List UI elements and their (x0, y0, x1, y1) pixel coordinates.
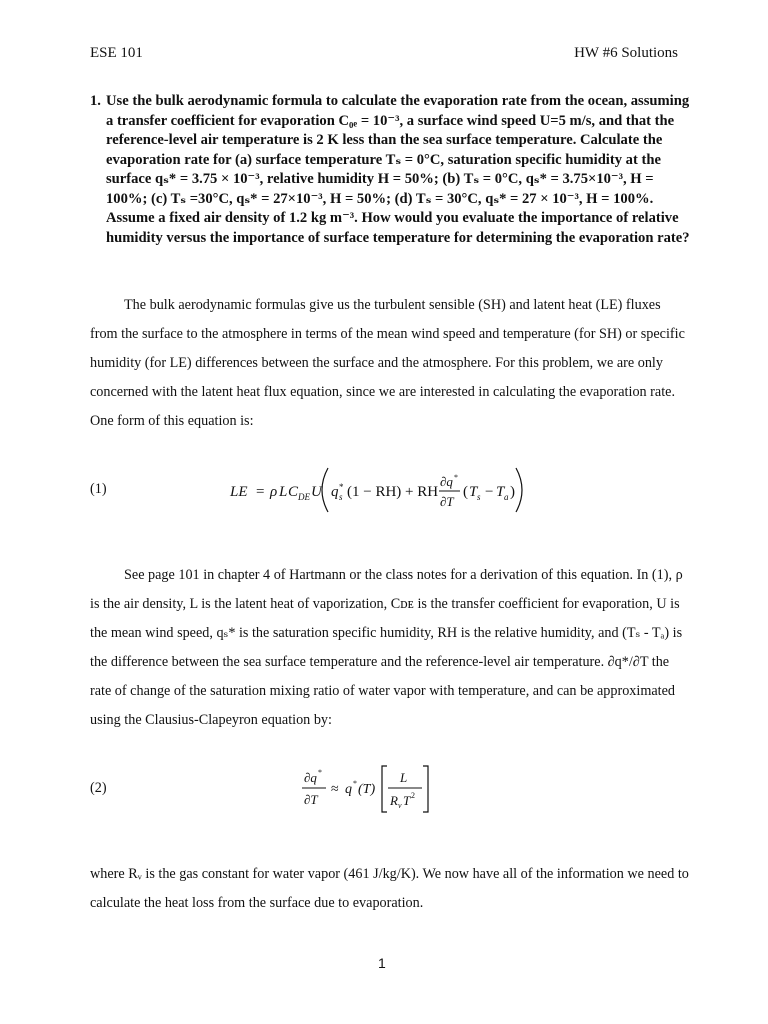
eq1-dT: ∂T (440, 494, 454, 509)
paragraph-gas-constant: where Rᵥ is the gas constant for water vapor (461 J/kg/K). We now have all of the information we need to calculate the heat loss from the surface due to evaporation. (90, 866, 689, 911)
eq1-C: C (288, 484, 299, 500)
eq1-big-paren-left (322, 468, 328, 512)
eq1-paren-open: ( (463, 484, 468, 500)
eq1-rho: ρ (270, 484, 278, 500)
eq2-bracket-right (423, 766, 428, 812)
eq1-big-paren-right (516, 468, 522, 512)
eq2-L: L (400, 770, 408, 785)
eq2-dq-star: * (318, 768, 322, 777)
eq1-lhs: LE (230, 484, 248, 500)
eq2-dq: ∂q (304, 770, 317, 785)
equation-2 (300, 762, 440, 818)
eq1-equals: = (256, 484, 265, 500)
page-number: 1 (378, 955, 386, 971)
paragraph-intro (90, 291, 690, 436)
eq2-R: R (390, 793, 398, 808)
eq1-Ts: T (469, 484, 478, 500)
paragraph-definitions-text: See page 101 in chapter 4 of Hartmann or the class notes for a derivation of this equation. In (1), ρ is the air density, L is the latent heat of vaporization, Cᴅᴇ is the transfer coefficient for evaporation, U is the mean wind speed, qₛ* is the saturation specific humidity, RH is the relative humidity, and (Tₛ - Tₐ) is the difference between the sea surface temperature and the reference-level air temperature. ∂q*/∂T the rate of change of the saturation mixing ratio of water vapor with temperature, and can be approximated using the Clausius-Clapeyron equation by: (90, 567, 683, 728)
paragraph-definitions (90, 561, 690, 735)
eq1-q: q (331, 484, 339, 500)
equation-1-label: (1) (90, 481, 107, 497)
header-course: ESE 101 (90, 45, 143, 61)
eq1-minus: − (485, 484, 494, 500)
eq1-plus-rh: + RH (405, 484, 439, 500)
eq2-T2: T (403, 793, 411, 808)
eq2-bracket-left (382, 766, 387, 812)
eq1-paren-close: ) (510, 484, 515, 500)
eq1-C-sub: DE (298, 492, 310, 502)
header-title: HW #6 Solutions (574, 45, 678, 61)
eq1-Ta: T (496, 484, 505, 500)
equation-2-label: (2) (90, 780, 107, 796)
eq1-q-sub: s (339, 492, 343, 502)
eq1-L: L (279, 484, 288, 500)
eq2-T2-exp: 2 (411, 791, 415, 800)
question-text: Use the bulk aerodynamic formula to calculate the evaporation rate from the ocean, assuming a transfer coefficient for evaporation C₀ₑ = 10⁻³, a surface wind speed U=5 m/s, and that the reference-level air temperature is 2 K less than the sea surface temperature. Calculate the evaporation rate for (a) surface temperature Tₛ = 0°C, saturation specific humidity at the surface qₛ* = 3.75 × 10⁻³, relative humidity H = 50%; (b) Tₛ = 0°C, qₛ* = 3.75×10⁻³, H = 100%; (c) Tₛ =30°C, qₛ* = 27×10⁻³, H = 50%; (d) Tₛ = 30°C, qₛ* = 27 × 10⁻³, H = 100%. Assume a fixed air density of 1.2 kg m⁻³. How would you evaluate the importance of relative humidity versus the importance of surface temperature for determining the evaporation rate? (106, 93, 690, 246)
eq1-one-minus-rh: (1 − RH) (347, 484, 402, 500)
eq1-Ts-sub: s (477, 492, 481, 502)
eq2-approx: ≈ (331, 782, 339, 797)
eq2-q: q (345, 782, 352, 797)
question-number: 1. (90, 93, 101, 109)
eq2-R-sub: v (398, 801, 402, 810)
equation-1 (230, 462, 530, 522)
eq1-q-star: * (339, 482, 344, 492)
eq1-dq-star: * (454, 473, 458, 482)
eq1-dq: ∂q (440, 474, 453, 489)
paragraph-intro-text: The bulk aerodynamic formulas give us the turbulent sensible (SH) and latent heat (LE) fluxes from the surface to the atmosphere in terms of the mean wind speed and temperature (for SH) or specific humidity (for LE) differences between the surface and the atmosphere. For this problem, we are only concerned with the latent heat flux equation, since we are interested in calculating the evaporation rate. One form of this equation is: (90, 297, 685, 429)
eq1-Ta-sub: a (504, 492, 509, 502)
eq2-T-paren: (T) (358, 782, 376, 797)
eq2-q-star: * (353, 779, 357, 788)
eq2-dT: ∂T (304, 792, 318, 807)
question-block (90, 92, 690, 248)
eq1-U: U (311, 484, 322, 500)
